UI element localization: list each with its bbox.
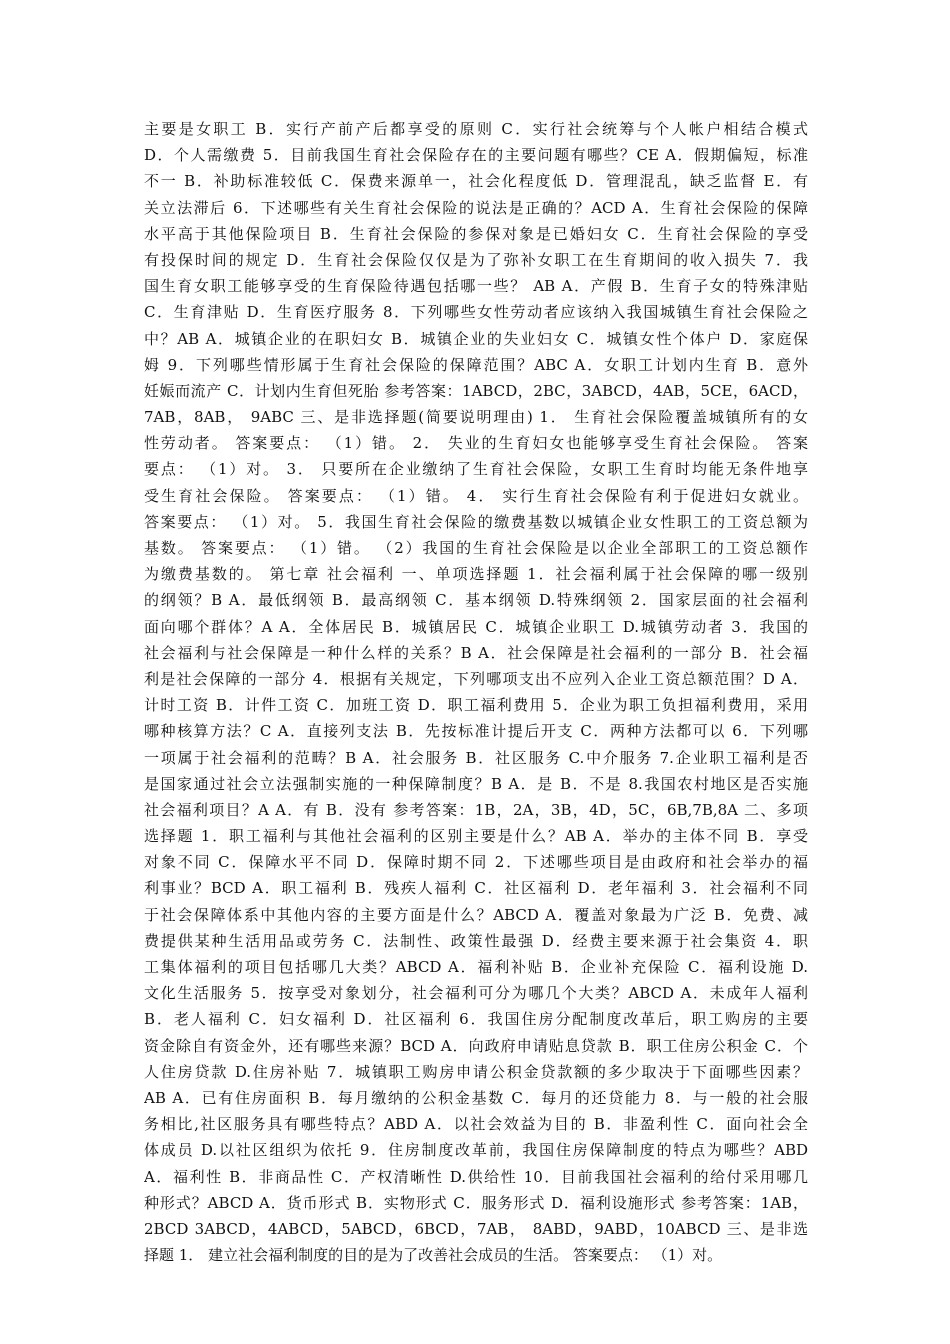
text-line: 资金除自有资金外，还有哪些来源？BCD A．向政府申请贴息贷款 B．职工住房公积金 C．个 — [144, 1036, 808, 1055]
text-line: 不一 B．补助标准较低 C．保费来源单一，社会化程度低 D．管理混乱，缺乏监督 E．有 — [144, 172, 808, 191]
text-line: 利事业？BCD A．职工福利 B．残疾人福利 C．社区福利 D．老年福利 3．社会福利不同 — [144, 879, 808, 898]
text-line: 哪种核算方法？C A．直接列支法 B．先按标准计提后开支 C．两种方法都可以 6．下列哪 — [144, 722, 808, 741]
document-page — [144, 116, 808, 1268]
text-line: 社会福利项目？A A．有 B．没有 参考答案：1B，2A，3B，4D，5C，6B,7B,8A 二、多项 — [144, 800, 808, 819]
text-line: 有投保时间的规定 D．生育社会保险仅仅是为了弥补女职工在生育期间的收入损失 7．我 — [144, 250, 808, 269]
text-line: 利是社会保障的一部分 4．根据有关规定，下列哪项支出不应列入企业工资总额范围？D A． — [144, 669, 808, 688]
text-line: 答案要点： （1）对。 5．我国生育社会保险的缴费基数以城镇企业女性职工的工资总额为 — [144, 512, 808, 531]
text-line: 2BCD 3ABCD，4ABCD，5ABCD，6BCD，7AB， 8ABD，9ABD，10ABCD 三、是非选 — [144, 1219, 808, 1238]
text-line: 为缴费基数的。 第七章 社会福利 一、单项选择题 1．社会福利属于社会保障的哪一级别 — [144, 565, 808, 584]
text-line: 关立法滞后 6．下述哪些有关生育社会保险的说法是正确的？ACD A．生育社会保险的保障 — [144, 198, 808, 217]
text-line: 人住房贷款 D.住房补贴 7．城镇职工购房申请公积金贷款额的多少取决于下面哪些因素？ — [144, 1062, 808, 1081]
text-line: 7AB，8AB， 9ABC 三、是非选择题(简要说明理由) 1． 生育社会保险覆盖城镇所有的女 — [144, 408, 808, 427]
text-line: 社会福利与社会保障是一种什么样的关系？B A．社会保障是社会福利的一部分 B．社会福 — [144, 643, 808, 662]
text-line: B．老人福利 C．妇女福利 D．社区福利 6．我国住房分配制度改革后，职工购房的主要 — [144, 1010, 808, 1029]
text-line: AB A．已有住房面积 B．每月缴纳的公积金基数 C．每月的还贷能力 8．与一般的社会服 — [144, 1088, 808, 1107]
text-line: 水平高于其他保险项目 B．生育社会保险的参保对象是已婚妇女 C．生育社会保险的享受 — [144, 224, 808, 243]
text-line: 妊娠而流产 C．计划内生育但死胎 参考答案：1ABCD，2BC，3ABCD，4AB，5CE，6ACD， — [144, 381, 808, 400]
text-line: 国生育女职工能够享受的生育保险待遇包括哪一些？ AB A．产假 B．生育子女的特殊津贴 — [144, 277, 808, 296]
text-line: C．生育津贴 D．生育医疗服务 8．下列哪些女性劳动者应该纳入我国城镇生育社会保险之 — [144, 303, 808, 322]
text-line: 于社会保障体系中其他内容的主要方面是什么？ABCD A．覆盖对象最为广泛 B．免费、减 — [144, 905, 808, 924]
text-line: 是国家通过社会立法强制实施的一种保障制度？B A．是 B．不是 8.我国农村地区是否实施 — [144, 774, 808, 793]
text-line: 主要是女职工 B．实行产前产后都享受的原则 C．实行社会统筹与个人帐户相结合模式 — [144, 120, 808, 138]
text-line: 费提供某种生活用品或劳务 C．法制性、政策性最强 D．经费主要来源于社会集资 4．职 — [144, 931, 808, 950]
text-line: 的纲领？B A．最低纲领 B．最高纲领 C．基本纲领 D.特殊纲领 2．国家层面的社会福利 — [144, 591, 808, 610]
text-line: 种形式？ABCD A．货币形式 B．实物形式 C．服务形式 D．福利设施形式 参考答案：1AB， — [144, 1193, 808, 1212]
text-line: 基数。 答案要点： （1）错。 （2）我国的生育社会保险是以企业全部职工的工资总额作 — [144, 539, 808, 557]
text-line: 择题 1． 建立社会福利制度的目的是为了改善社会成员的生活。 答案要点： （1）对。 — [144, 1246, 723, 1265]
text-line: 一项属于社会福利的范畴？B A．社会服务 B．社区服务 C.中介服务 7.企业职工福利是否 — [144, 748, 808, 767]
text-line: D．个人需缴费 5．目前我国生育社会保险存在的主要问题有哪些？CE A．假期偏短，标准 — [144, 146, 808, 165]
text-line: 文化生活服务 5．按享受对象划分，社会福利可分为哪几个大类？ABCD A．未成年人福利 — [144, 984, 808, 1003]
text-line: 选择题 1．职工福利与其他社会福利的区别主要是什么？AB A．举办的主体不同 B．享受 — [144, 827, 808, 846]
text-line: 受生育社会保险。 答案要点： （1）错。 4． 实行生育社会保险有利于促进妇女就业。 — [144, 486, 808, 505]
text-line: 体成员 D.以社区组织为依托 9．住房制度改革前，我国住房保障制度的特点为哪些？ABD — [144, 1141, 808, 1160]
text-line: 性劳动者。 答案要点： （1）错。 2． 失业的生育妇女也能够享受生育社会保险。 答案 — [144, 434, 808, 453]
text-line: A．福利性 B．非商品性 C．产权清晰性 D.供给性 10．目前我国社会福利的给付采用哪几 — [144, 1167, 808, 1186]
text-line: 面向哪个群体？A A．全体居民 B．城镇居民 C．城镇企业职工 D.城镇劳动者 3．我国的 — [144, 617, 808, 636]
text-line: 姆 9．下列哪些情形属于生育社会保险的保障范围？ABC A．女职工计划内生育 B．意外 — [144, 355, 808, 374]
text-line: 中？AB A．城镇企业的在职妇女 B．城镇企业的失业妇女 C．城镇女性个体户 D．家庭保 — [144, 329, 808, 348]
text-line: 务相比,社区服务具有哪些特点？ABD A．以社会效益为目的 B．非盈利性 C．面向社会全 — [144, 1115, 808, 1134]
text-line: 工集体福利的项目包括哪几大类？ABCD A．福利补贴 B．企业补充保险 C．福利设施 D. — [144, 958, 808, 976]
text-line: 要点： （1）对。 3． 只要所在企业缴纳了生育社会保险，女职工生育时均能无条件地享 — [144, 460, 808, 479]
text-line: 计时工资 B．计件工资 C．加班工资 D．职工福利费用 5．企业为职工负担福利费用，采用 — [144, 696, 808, 715]
text-line: 对象不同 C．保障水平不同 D．保障时期不同 2．下述哪些项目是由政府和社会举办的福 — [144, 853, 808, 872]
